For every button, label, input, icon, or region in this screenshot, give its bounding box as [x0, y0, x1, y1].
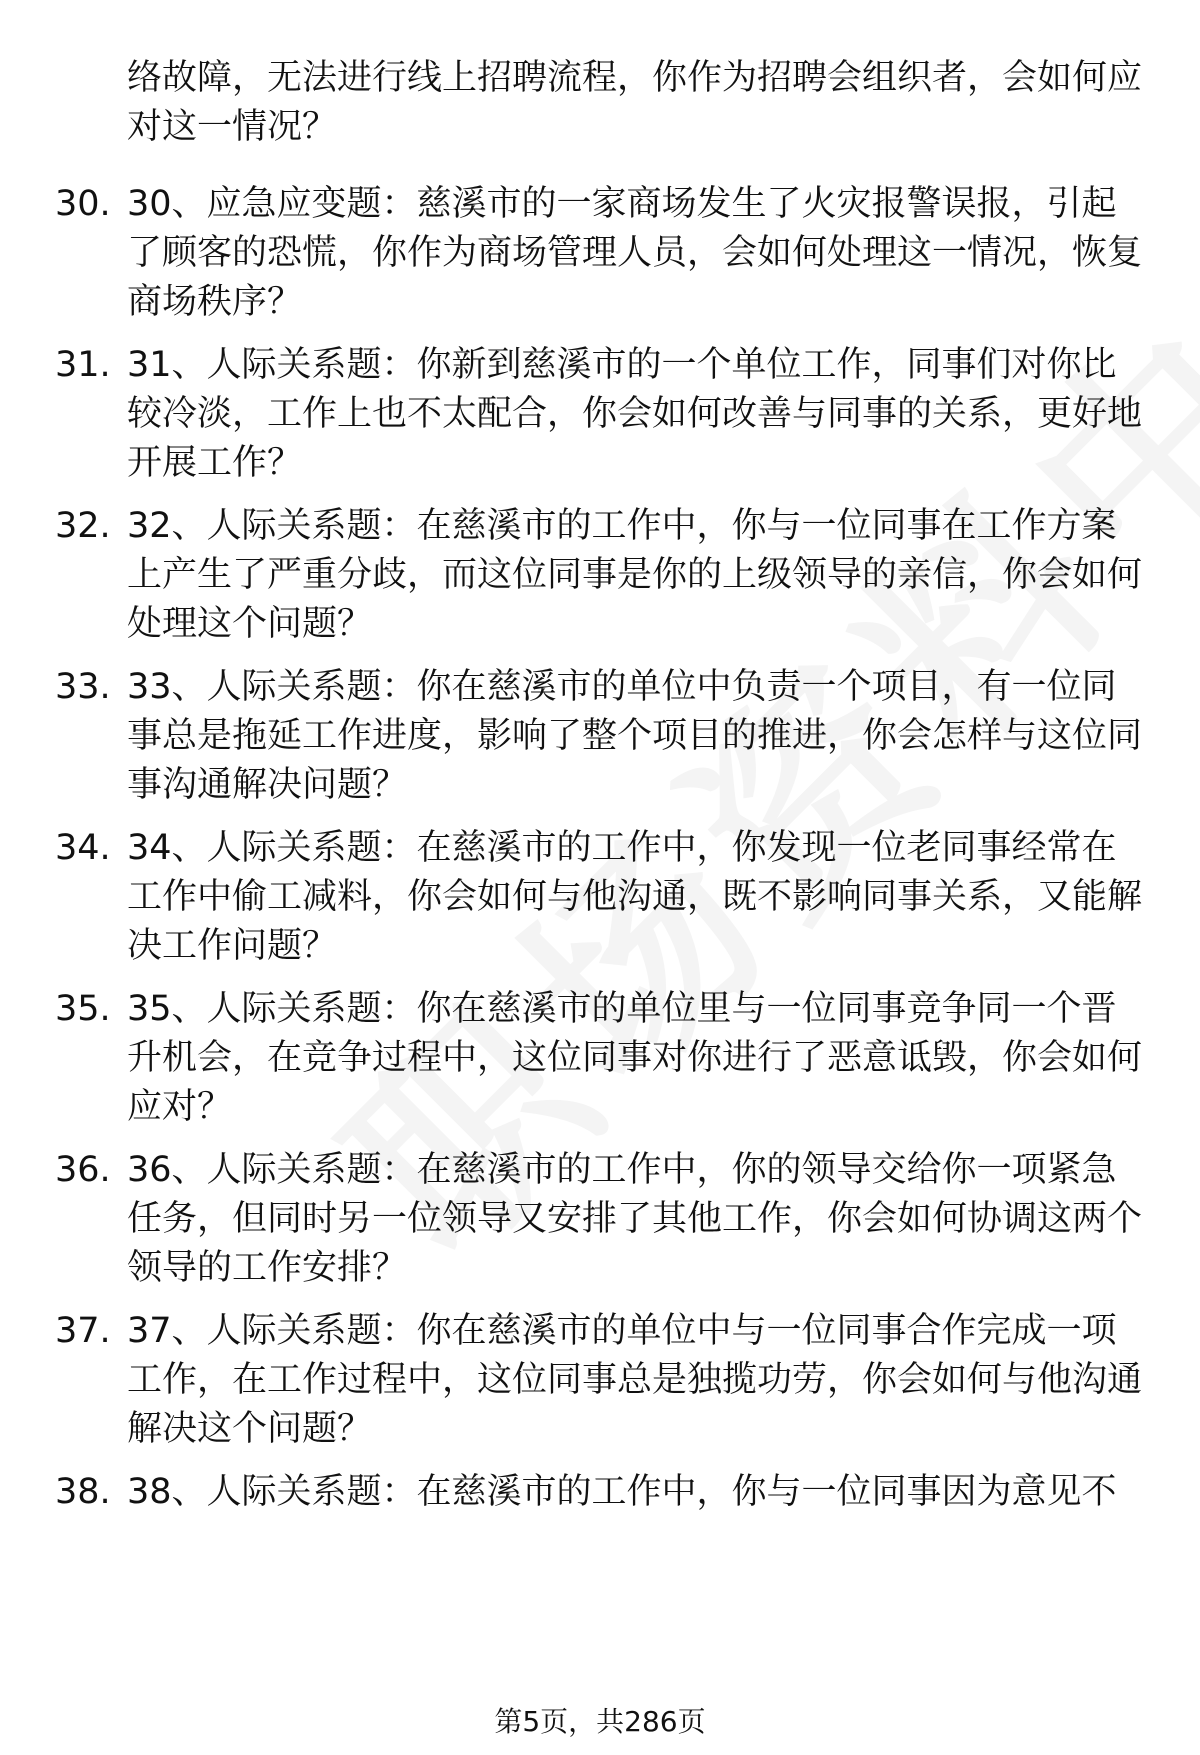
- item-number: 33.: [55, 667, 111, 707]
- item-text: 36、人际关系题：在慈溪市的工作中，你的领导交给你一项紧急任务，但同时另一位领导又安排了其他工作，你会如何协调这两个领导的工作安排？: [127, 1150, 1143, 1288]
- item-number: 38.: [55, 1472, 111, 1512]
- item-number: 32.: [55, 506, 111, 546]
- item-text: 31、人际关系题：你新到慈溪市的一个单位工作，同事们对你比较冷淡，工作上也不太配合，你会如何改善与同事的关系，更好地开展工作？: [127, 345, 1143, 483]
- item-number: 37.: [55, 1311, 111, 1351]
- item-text: 30、应急应变题：慈溪市的一家商场发生了火灾报警误报，引起了顾客的恐慌，你作为商场管理人员，会如何处理这一情况，恢复商场秩序？: [127, 184, 1143, 322]
- item-number: 36.: [55, 1150, 111, 1190]
- item-number: 34.: [55, 828, 111, 868]
- continuation-text: 络故障，无法进行线上招聘流程，你作为招聘会组织者，会如何应对这一情况？: [127, 58, 1143, 147]
- item-text: 32、人际关系题：在慈溪市的工作中，你与一位同事在工作方案上产生了严重分歧，而这位同事是你的上级领导的亲信，你会如何处理这个问题？: [127, 506, 1143, 644]
- item-text: 34、人际关系题：在慈溪市的工作中，你发现一位老同事经常在工作中偷工减料，你会如何与他沟通，既不影响同事关系，又能解决工作问题？: [127, 828, 1143, 966]
- item-number: 30.: [55, 184, 111, 224]
- item-number: 35.: [55, 989, 111, 1029]
- page-footer: 第5页，共286页: [494, 1705, 706, 1738]
- item-text: 38、人际关系题：在慈溪市的工作中，你与一位同事因为意见不: [127, 1472, 1117, 1512]
- item-number: 31.: [55, 345, 111, 385]
- item-text: 33、人际关系题：你在慈溪市的单位中负责一个项目，有一位同事总是拖延工作进度，影响了整个项目的推进，你会怎样与这位同事沟通解决问题？: [127, 667, 1143, 805]
- item-text: 37、人际关系题：你在慈溪市的单位中与一位同事合作完成一项工作，在工作过程中，这位同事总是独揽功劳，你会如何与他沟通解决这个问题？: [127, 1311, 1143, 1449]
- item-text: 35、人际关系题：你在慈溪市的单位里与一位同事竞争同一个晋升机会，在竞争过程中，这位同事对你进行了恶意诋毁，你会如何应对？: [127, 989, 1143, 1127]
